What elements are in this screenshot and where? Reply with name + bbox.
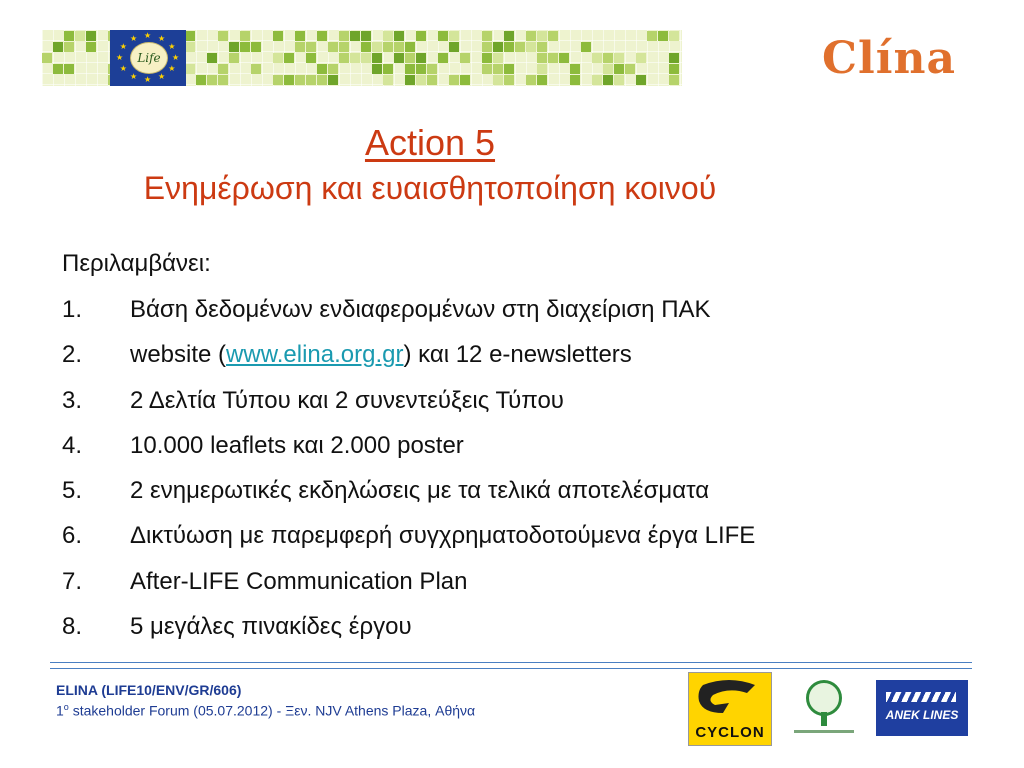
tree-trunk: [821, 712, 827, 726]
item-text: Βάση δεδομένων ενδιαφερομένων στη διαχείριση ΠΑΚ: [130, 296, 711, 323]
banner-tile: [394, 53, 404, 63]
banner-tile: [350, 31, 360, 41]
banner-tile: [493, 42, 503, 52]
banner-tile: [317, 75, 327, 85]
banner-tile: [504, 75, 514, 85]
eu-star-icon: ★: [119, 42, 127, 51]
eu-star-icon: ★: [158, 33, 166, 43]
banner-tile: [416, 31, 426, 41]
list-item: [62, 613, 755, 658]
banner-tile: [240, 31, 250, 41]
banner-tile: [361, 31, 371, 41]
banner-tile: [669, 64, 679, 74]
banner-tile: [636, 75, 646, 85]
banner-tile: [460, 53, 470, 63]
banner-tile: [185, 42, 195, 52]
banner-tile: [185, 31, 195, 41]
banner-tile: [427, 64, 437, 74]
banner-tile: [361, 42, 371, 52]
item-number: 8.: [62, 613, 83, 641]
banner-tile: [493, 64, 503, 74]
banner-tile: [251, 64, 261, 74]
banner-tile: [383, 75, 393, 85]
banner-tile: [504, 42, 514, 52]
website-link[interactable]: www.elina.org.gr: [226, 341, 404, 369]
banner-tile: [537, 31, 547, 41]
logo-caption: [794, 730, 854, 733]
forum-text: stakeholder Forum (05.07.2012) - Ξεν. NJV Athens Plaza, Αθήνα: [68, 702, 476, 719]
forest-service-logo: [794, 676, 854, 742]
footer-project-id: ELINA (LIFE10/ENV/GR/606): [56, 682, 242, 698]
banner-tile: [86, 31, 96, 41]
banner-tile: [42, 53, 52, 63]
eu-star-icon: ★: [168, 64, 176, 73]
banner-tile: [493, 53, 503, 63]
banner-tile: [240, 42, 250, 52]
cyclon-wordmark: CYCLON: [695, 724, 765, 741]
banner-tile: [361, 53, 371, 63]
banner-tile: [537, 53, 547, 63]
intro-text: Περιλαμβάνει:: [62, 250, 211, 277]
tree-icon: [806, 680, 842, 716]
banner-tile: [614, 75, 624, 85]
banner-tile: [460, 75, 470, 85]
banner-tile: [75, 31, 85, 41]
list-item: [62, 432, 755, 477]
banner-tile: [603, 75, 613, 85]
banner-tile: [537, 75, 547, 85]
item-number: 1.: [62, 296, 83, 323]
banner-tile: [537, 64, 547, 74]
eu-life-logo: [110, 30, 186, 86]
banner-tile: [614, 53, 624, 63]
banner-tile: [350, 53, 360, 63]
item-number: 2.: [62, 341, 83, 369]
banner-tile: [284, 75, 294, 85]
banner-tile: [449, 31, 459, 41]
item-text: After-LIFE Communication Plan: [130, 567, 468, 595]
banner-tile: [416, 75, 426, 85]
item-number: 4.: [62, 431, 83, 459]
banner-tile: [482, 64, 492, 74]
eu-star-icon: ★: [130, 33, 138, 43]
anek-wordmark: ANEK LINES: [885, 708, 959, 722]
banner-tile: [207, 75, 217, 85]
banner-tile: [581, 42, 591, 52]
banner-tile: [504, 31, 514, 41]
banner-tile: [603, 64, 613, 74]
eu-star-icon: ★: [172, 53, 180, 62]
banner-tile: [53, 64, 63, 74]
forum-number: 1: [56, 702, 64, 719]
banner-tile: [273, 75, 283, 85]
banner-tile: [64, 64, 74, 74]
forum-ordinal: ο: [63, 702, 69, 712]
eu-star-icon: ★: [119, 64, 127, 73]
banner-tile: [394, 31, 404, 41]
item-text: 10.000 leaflets και 2.000 poster: [130, 431, 464, 459]
banner-tile: [449, 75, 459, 85]
banner-tile: [493, 75, 503, 85]
eu-star-icon: ★: [144, 75, 152, 84]
banner-tile: [405, 53, 415, 63]
banner-tile: [317, 64, 327, 74]
banner-tile: [295, 42, 305, 52]
eu-star-icon: ★: [130, 72, 138, 82]
slide-subtitle: Ενημέρωση και ευαισθητοποίηση κοινού: [143, 170, 717, 206]
banner-tile: [482, 31, 492, 41]
item-number: 5.: [62, 477, 83, 505]
list-item: [62, 522, 755, 567]
banner-tile: [669, 53, 679, 63]
banner-tile: [273, 53, 283, 63]
eu-star-icon: ★: [116, 53, 124, 62]
item-text-pre: website (: [130, 341, 227, 369]
item-text: 2 ενημερωτικές εκδηλώσεις με τα τελικά αποτελέσματα: [130, 477, 710, 505]
anek-stripes-icon: [886, 692, 956, 702]
life-logo-text: Life: [130, 42, 168, 74]
banner-tile: [526, 42, 536, 52]
footer-divider: [50, 662, 972, 669]
eu-star-icon: ★: [158, 72, 166, 82]
banner-tile: [339, 31, 349, 41]
banner-tile: [592, 53, 602, 63]
banner-tile: [218, 31, 228, 41]
banner-tile: [570, 75, 580, 85]
banner-tile: [416, 64, 426, 74]
banner-tile: [526, 75, 536, 85]
elina-logo: Clína: [822, 33, 956, 84]
list-item: [62, 387, 755, 432]
banner-tile: [372, 64, 382, 74]
banner-tile: [306, 53, 316, 63]
banner-tile: [669, 31, 679, 41]
banner-tile: [449, 42, 459, 52]
banner-tile: [669, 75, 679, 85]
banner-tile: [295, 75, 305, 85]
banner-tile: [328, 64, 338, 74]
banner-tile: [548, 53, 558, 63]
cyclon-mark-icon: [689, 673, 771, 723]
footer-forum-info: [56, 702, 475, 719]
anek-lines-logo: [876, 680, 968, 736]
banner-tile: [636, 53, 646, 63]
banner-tile: [383, 64, 393, 74]
banner-tile: [372, 42, 382, 52]
eu-star-icon: ★: [168, 42, 176, 51]
banner-tile: [614, 64, 624, 74]
banner-tile: [570, 64, 580, 74]
action-list: [62, 296, 755, 658]
item-text: Δικτύωση με παρεμφερή συγχρηματοδοτούμενα έργα LIFE: [130, 522, 756, 550]
banner-tile: [306, 42, 316, 52]
banner-tile: [229, 42, 239, 52]
item-number: 7.: [62, 567, 83, 595]
banner-tile: [405, 75, 415, 85]
item-number: 3.: [62, 386, 83, 414]
banner-tile: [86, 42, 96, 52]
banner-tile: [383, 42, 393, 52]
banner-tile: [592, 75, 602, 85]
banner-tile: [526, 31, 536, 41]
banner-tile: [405, 42, 415, 52]
slide-title: Action 5: [364, 122, 496, 163]
eu-star-icon: ★: [144, 31, 152, 40]
banner-tile: [218, 75, 228, 85]
banner-tile: [383, 31, 393, 41]
banner-tile: [427, 75, 437, 85]
banner-tile: [515, 42, 525, 52]
banner-tile: [328, 42, 338, 52]
banner-tile: [229, 53, 239, 63]
item-text-post: ) και 12 e-newsletters: [403, 341, 632, 369]
banner-tile: [196, 75, 206, 85]
banner-tile: [306, 75, 316, 85]
banner-tile: [416, 53, 426, 63]
list-item: [62, 296, 755, 341]
item-number: 6.: [62, 522, 83, 550]
list-item: [62, 568, 755, 613]
banner-tile: [339, 42, 349, 52]
banner-tile: [339, 53, 349, 63]
banner-tile: [394, 42, 404, 52]
banner-tile: [64, 42, 74, 52]
banner-tile: [537, 42, 547, 52]
item-text: [130, 341, 632, 369]
banner-tile: [295, 31, 305, 41]
banner-tile: [64, 31, 74, 41]
banner-tile: [53, 42, 63, 52]
banner-tile: [548, 31, 558, 41]
banner-tile: [328, 75, 338, 85]
banner-tile: [647, 31, 657, 41]
banner-tile: [218, 64, 228, 74]
list-item: [62, 341, 755, 386]
item-text: 5 μεγάλες πινακίδες έργου: [130, 613, 412, 641]
banner-tile: [438, 53, 448, 63]
banner-tile: [603, 53, 613, 63]
banner-tile: [504, 64, 514, 74]
banner-tile: [658, 31, 668, 41]
banner-tile: [482, 42, 492, 52]
banner-tile: [251, 42, 261, 52]
banner-tile: [482, 53, 492, 63]
banner-tile: [273, 31, 283, 41]
banner-tile: [317, 31, 327, 41]
cyclon-logo: [688, 672, 772, 746]
banner-tile: [405, 64, 415, 74]
banner-tile: [438, 31, 448, 41]
banner-tile: [284, 53, 294, 63]
list-item: [62, 477, 755, 522]
banner-tile: [372, 53, 382, 63]
item-text: 2 Δελτία Τύπου και 2 συνεντεύξεις Τύπου: [130, 386, 564, 414]
banner-tile: [185, 64, 195, 74]
banner-tile: [559, 53, 569, 63]
banner-tile: [625, 64, 635, 74]
banner-tile: [207, 53, 217, 63]
